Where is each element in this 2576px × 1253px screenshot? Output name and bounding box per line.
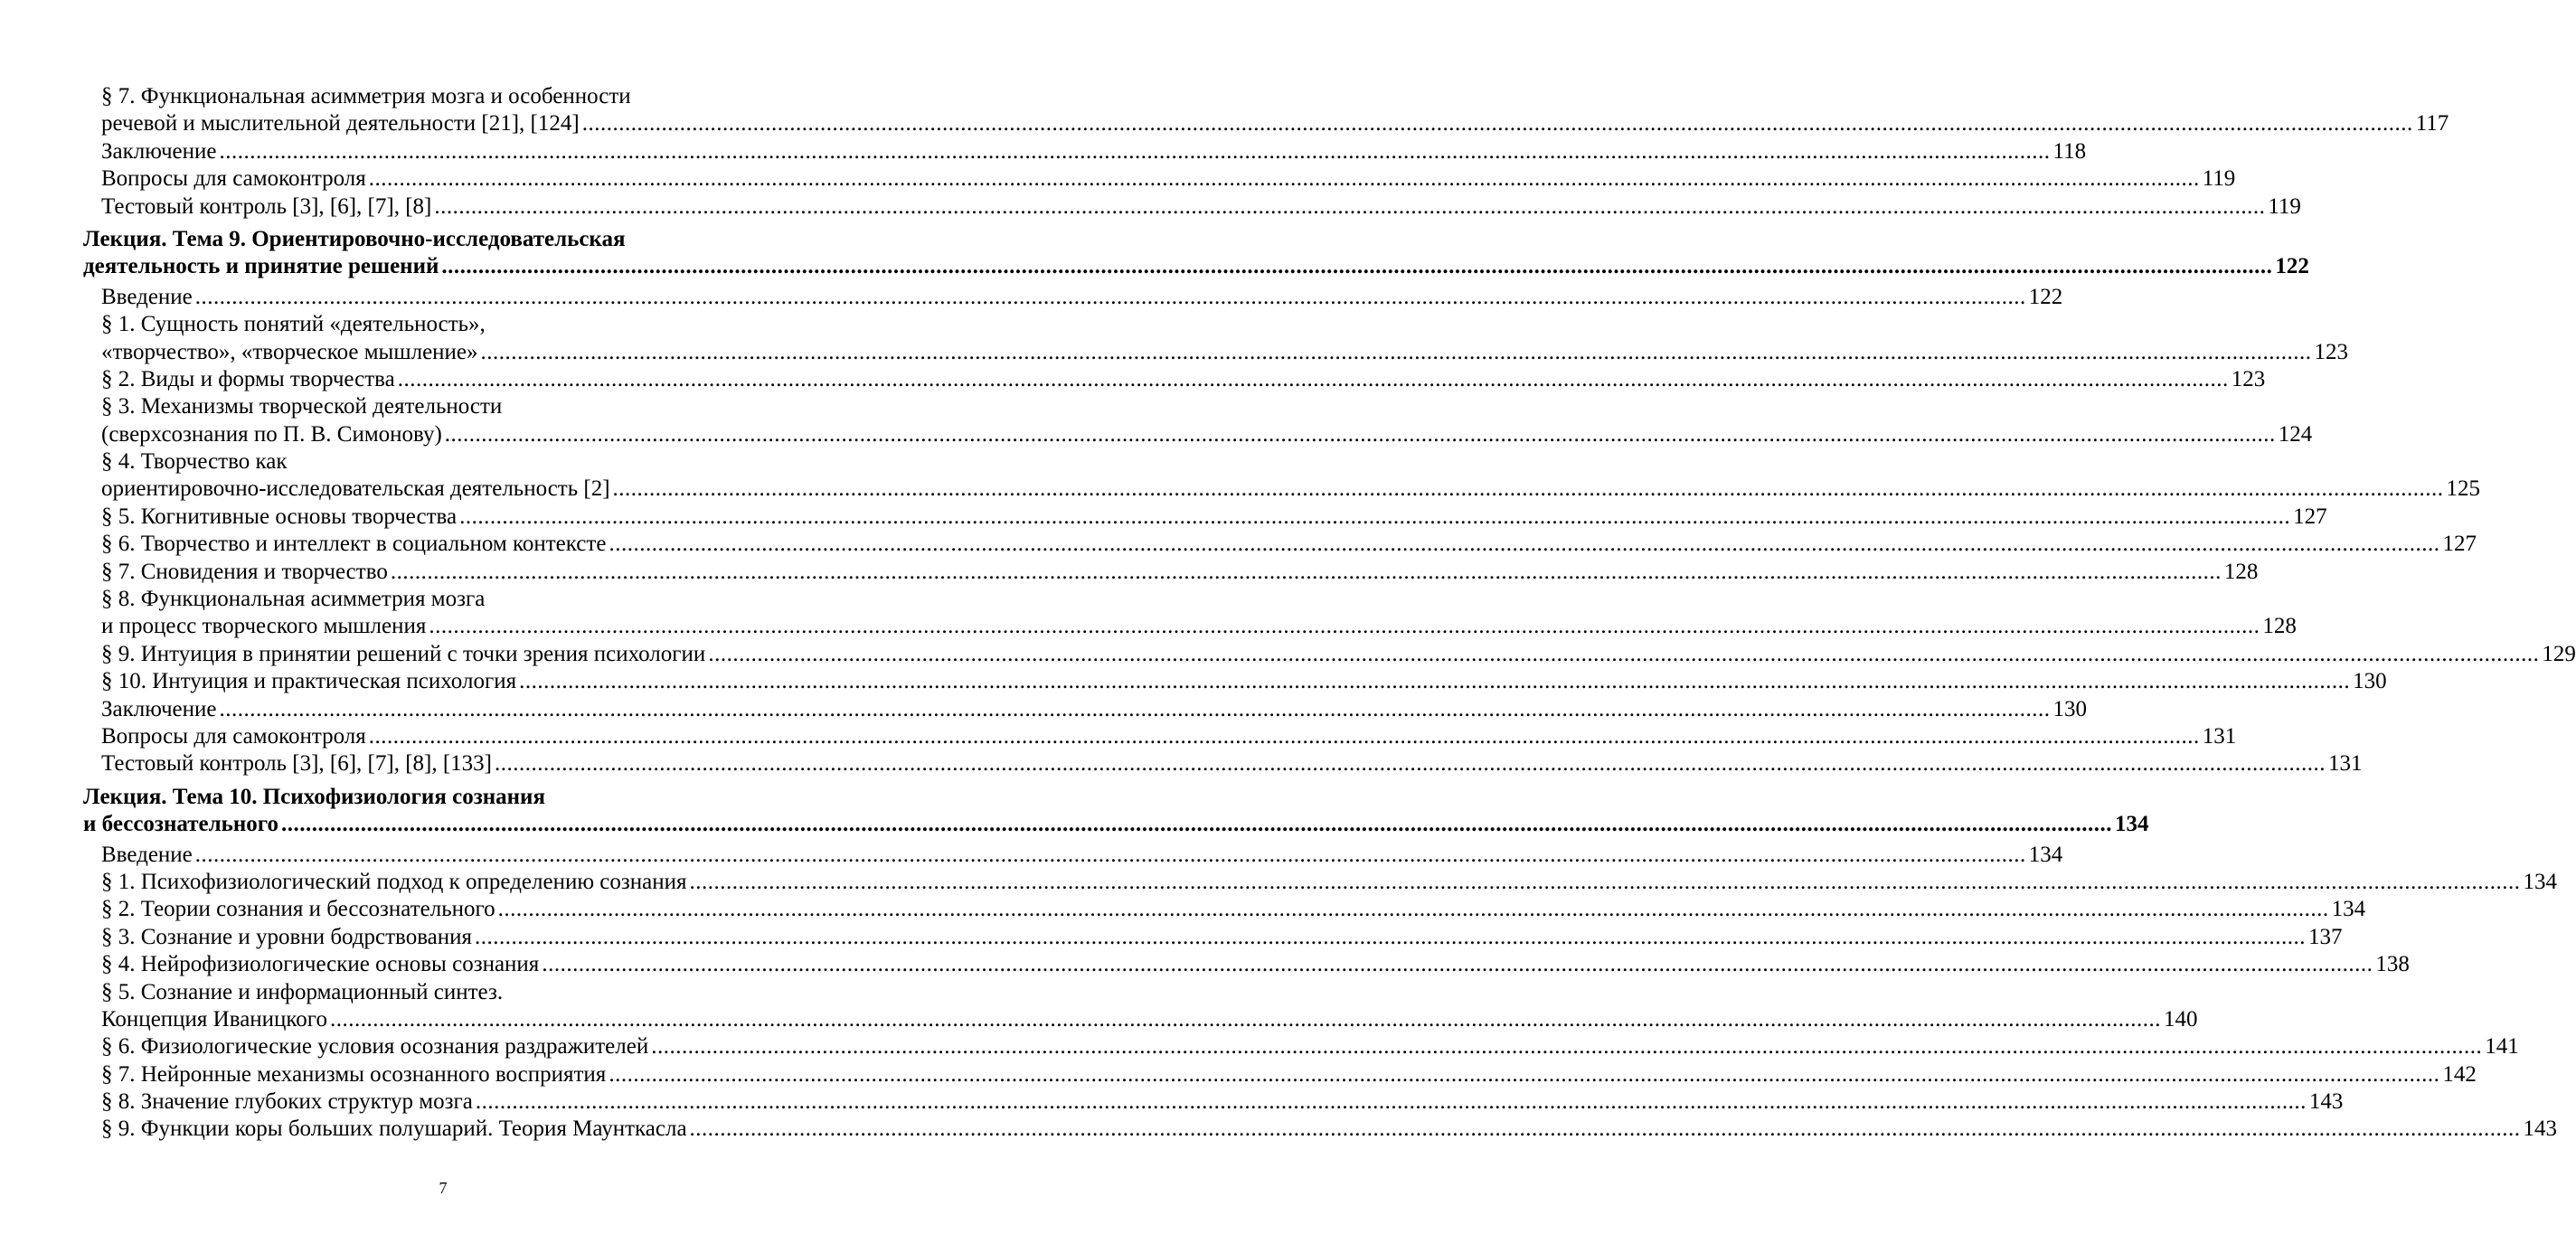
- toc-line: [83, 226, 801, 253]
- toc-page-number: 134: [2523, 869, 2557, 894]
- toc-line: [83, 641, 2576, 668]
- toc-entry-title: Заключение: [101, 138, 217, 164]
- toc-lecture-heading: [83, 226, 2309, 281]
- toc-line: [83, 504, 2327, 531]
- toc-page-number: 137: [2308, 924, 2343, 949]
- toc-entry: [83, 869, 2557, 896]
- toc-entry-title: § 8. Значение глубоких структур мозга: [101, 1089, 473, 1115]
- toc-line: [83, 696, 2087, 723]
- toc-entry-title: § 2. Виды и формы творчества: [101, 366, 395, 391]
- toc-page-number: 124: [2278, 421, 2313, 447]
- toc-entry: [83, 979, 2198, 1034]
- toc-entry: [83, 1061, 2477, 1088]
- toc-page-number: 130: [2353, 669, 2387, 694]
- toc-line: [83, 586, 801, 613]
- toc-line: [83, 1033, 2519, 1060]
- toc-page-number: 142: [2442, 1061, 2477, 1087]
- toc-entry-title: Вопросы для самоконтроля: [101, 166, 366, 192]
- toc-entry-title: Тестовый контроль [3], [6], [7], [8]: [101, 193, 432, 219]
- toc-entry-title: § 4. Нейрофизиологические основы сознания: [101, 952, 540, 977]
- dot-leader: ............................................................................................................................................................................................................................................................................................................: [459, 504, 2291, 529]
- toc-line: [83, 559, 2259, 586]
- toc-entry: [83, 83, 2449, 138]
- toc-line: [83, 284, 2063, 311]
- toc-entry-title: § 7. Нейронные механизмы осознанного восприятия: [101, 1061, 607, 1087]
- toc-page-number: 119: [2268, 193, 2301, 219]
- toc-line: [83, 784, 801, 811]
- toc-entry: [83, 842, 2063, 869]
- toc-line: [83, 253, 2309, 280]
- toc-entry-title: § 6. Физиологические условия осознания раздражителей: [101, 1034, 649, 1060]
- toc-entry: [83, 311, 2349, 366]
- dot-leader: ............................................................................................................................................................................................................................................................................................................: [519, 669, 2351, 694]
- toc-page-number: 141: [2485, 1034, 2519, 1060]
- toc-entry: [83, 586, 2297, 641]
- toc-entry-title: § 8. Функциональная асимметрия мозга: [101, 587, 486, 612]
- toc-entry-title: деятельность и принятие решений: [83, 254, 439, 279]
- dot-leader: ............................................................................................................................................................................................................................................................................................................: [475, 1089, 2307, 1115]
- toc-entry-title: § 1. Психофизиологический подход к определению сознания: [101, 869, 687, 894]
- toc-page-number: 134: [2028, 842, 2063, 867]
- toc-page-number: 128: [2262, 614, 2297, 639]
- toc-entry-title: § 5. Когнитивные основы творчества: [101, 504, 458, 529]
- dot-leader: ............................................................................................................................................................................................................................................................................................................: [581, 111, 2413, 137]
- toc-entry: [83, 668, 2387, 695]
- toc-page-number: 119: [2202, 166, 2236, 192]
- toc-entry-title: и бессознательного: [83, 812, 278, 837]
- toc-line: [83, 811, 2149, 838]
- toc-entry-title: (сверхсознания по П. В. Симонову): [101, 421, 442, 447]
- toc-entry: [83, 504, 2327, 531]
- dot-leader: ............................................................................................................................................................................................................................................................................................................: [689, 1116, 2521, 1142]
- toc-page-number: 122: [2275, 254, 2309, 279]
- toc-line: [83, 165, 2236, 193]
- toc-entry-title: § 9. Функции коры больших полушарий. Теория Маунткасла: [101, 1116, 687, 1142]
- toc-entry-title: § 10. Интуиция и практическая психология: [101, 669, 517, 694]
- toc-line: [83, 1006, 2198, 1033]
- toc-entry-title: ориентировочно-исследовательская деятельность [2]: [101, 476, 610, 502]
- dot-leader: ............................................................................................................................................................................................................................................................................................................: [444, 421, 2276, 447]
- dot-leader: ............................................................................................................................................................................................................................................................................................................: [689, 869, 2521, 894]
- toc-page-number: 138: [2375, 952, 2410, 977]
- toc-entry: [83, 896, 2366, 923]
- toc-line: [83, 193, 2301, 221]
- dot-leader: ............................................................................................................................................................................................................................................................................................................: [194, 284, 2026, 309]
- toc-page-number: 143: [2308, 1089, 2344, 1115]
- dot-leader: ............................................................................................................................................................................................................................................................................................................: [497, 897, 2329, 922]
- dot-leader: ............................................................................................................................................................................................................................................................................................................: [612, 476, 2444, 502]
- toc-page-number: 131: [2328, 751, 2363, 777]
- toc-entry-title: § 4. Творчество как: [101, 449, 288, 475]
- page-number: 7: [439, 1179, 448, 1197]
- toc-entry-title: Лекция. Тема 9. Ориентировочно-исследовательская: [83, 226, 626, 251]
- dot-leader: ............................................................................................................................................................................................................................................................................................................: [329, 1006, 2161, 1032]
- toc-page-number: 118: [2052, 138, 2087, 164]
- dot-leader: ............................................................................................................................................................................................................................................................................................................: [708, 641, 2540, 666]
- toc-entry-title: и процесс творческого мышления: [101, 614, 427, 639]
- toc-line: [83, 476, 2481, 503]
- toc-entry: [83, 723, 2237, 750]
- toc-page-number: 131: [2202, 723, 2237, 749]
- toc-line: [83, 750, 2363, 777]
- toc-entry-title: Концепция Иваницкого: [101, 1006, 327, 1032]
- toc-line: [83, 393, 801, 420]
- toc-page-number: 134: [2114, 812, 2149, 837]
- toc-entry: [83, 193, 2301, 221]
- toc-page-number: 130: [2052, 696, 2087, 721]
- toc-entry: [83, 924, 2343, 951]
- toc-line: [83, 1116, 2558, 1143]
- dot-leader: ............................................................................................................................................................................................................................................................................................................: [441, 254, 2273, 279]
- dot-leader: ............................................................................................................................................................................................................................................................................................................: [434, 193, 2266, 219]
- toc-entry: [83, 165, 2236, 193]
- toc-entry: [83, 138, 2087, 165]
- toc-line: [83, 951, 2410, 978]
- toc-page-number: 117: [2415, 111, 2449, 137]
- toc-page-number: 134: [2331, 897, 2366, 922]
- toc-entry-title: § 3. Механизмы творческой деятельности: [101, 394, 503, 419]
- toc-entry: [83, 641, 2576, 668]
- dot-leader: ............................................................................................................................................................................................................................................................................................................: [390, 559, 2222, 584]
- toc-line: [83, 869, 2557, 896]
- toc-entry: [83, 366, 2266, 393]
- dot-leader: ............................................................................................................................................................................................................................................................................................................: [609, 532, 2440, 557]
- toc-line: [83, 723, 2237, 750]
- toc-entry-title: Введение: [101, 842, 193, 867]
- dot-leader: ............................................................................................................................................................................................................................................................................................................: [480, 339, 2312, 364]
- toc-line: [83, 531, 2477, 558]
- toc-line: [83, 138, 2087, 165]
- toc-page-number: 123: [2231, 366, 2266, 391]
- toc-entry-title: Лекция. Тема 10. Психофизиология сознания: [83, 784, 545, 809]
- toc-page-number: 127: [2442, 532, 2477, 557]
- toc-entry-title: § 7. Функциональная асимметрия мозга и особенности: [101, 84, 631, 108]
- toc-line: [83, 339, 2349, 366]
- toc-line: [83, 842, 2063, 869]
- dot-leader: ............................................................................................................................................................................................................................................................................................................: [495, 751, 2326, 777]
- toc-line: [83, 1088, 2344, 1116]
- toc-entry-title: «творчество», «творческое мышление»: [101, 339, 478, 364]
- toc-line: [83, 613, 2297, 640]
- toc-line: [83, 1061, 2477, 1088]
- dot-leader: ............................................................................................................................................................................................................................................................................................................: [609, 1061, 2440, 1087]
- toc-line: [83, 83, 801, 110]
- toc-line: [83, 311, 801, 338]
- toc-page-number: 140: [2163, 1006, 2198, 1032]
- dot-leader: ............................................................................................................................................................................................................................................................................................................: [651, 1034, 2483, 1060]
- toc-line: [83, 421, 2313, 448]
- toc-lecture-heading: [83, 784, 2149, 839]
- toc-line: [83, 979, 801, 1006]
- table-of-contents: [83, 83, 2576, 1144]
- toc-entry-title: § 6. Творчество и интеллект в социальном контексте: [101, 532, 607, 557]
- toc-line: [83, 448, 801, 476]
- toc-entry: [83, 1033, 2519, 1060]
- toc-entry-title: § 7. Сновидения и творчество: [101, 559, 388, 584]
- toc-entry: [83, 951, 2410, 978]
- dot-leader: ............................................................................................................................................................................................................................................................................................................: [280, 812, 2112, 837]
- toc-entry: [83, 1088, 2344, 1116]
- toc-line: [83, 668, 2387, 695]
- toc-page-number: 123: [2314, 339, 2349, 364]
- dot-leader: ............................................................................................................................................................................................................................................................................................................: [368, 166, 2200, 192]
- dot-leader: ............................................................................................................................................................................................................................................................................................................: [219, 696, 2051, 721]
- toc-entry: [83, 448, 2481, 504]
- toc-page-number: 128: [2223, 559, 2259, 584]
- toc-entry-title: Заключение: [101, 696, 217, 721]
- dot-leader: ............................................................................................................................................................................................................................................................................................................: [194, 842, 2026, 867]
- toc-line: [83, 896, 2366, 923]
- toc-entry-title: § 2. Теории сознания и бессознательного: [101, 897, 495, 922]
- dot-leader: ............................................................................................................................................................................................................................................................................................................: [368, 723, 2200, 749]
- dot-leader: ............................................................................................................................................................................................................................................................................................................: [397, 366, 2229, 391]
- dot-leader: ............................................................................................................................................................................................................................................................................................................: [542, 952, 2373, 977]
- toc-entry-title: Введение: [101, 284, 193, 309]
- toc-page-number: 127: [2293, 504, 2327, 529]
- dot-leader: ............................................................................................................................................................................................................................................................................................................: [429, 614, 2260, 639]
- toc-line: [83, 924, 2343, 951]
- toc-entry: [83, 559, 2259, 586]
- toc-entry: [83, 696, 2087, 723]
- dot-leader: ............................................................................................................................................................................................................................................................................................................: [475, 924, 2307, 949]
- toc-page-number: 122: [2028, 284, 2063, 309]
- toc-entry: [83, 1116, 2558, 1143]
- toc-entry-title: Тестовый контроль [3], [6], [7], [8], [133]: [101, 751, 492, 777]
- toc-page-number: 143: [2523, 1116, 2558, 1142]
- toc-line: [83, 366, 2266, 393]
- toc-entry: [83, 750, 2363, 777]
- toc-line: [83, 110, 2449, 137]
- dot-leader: ............................................................................................................................................................................................................................................................................................................: [219, 138, 2051, 164]
- toc-entry-title: § 3. Сознание и уровни бодрствования: [101, 924, 473, 949]
- toc-entry-title: § 1. Сущность понятий «деятельность»,: [101, 312, 486, 337]
- toc-entry: [83, 284, 2063, 311]
- toc-entry-title: Вопросы для самоконтроля: [101, 723, 366, 749]
- toc-page-number: 125: [2446, 476, 2481, 502]
- toc-entry-title: § 9. Интуиция в принятии решений с точки зрения психологии: [101, 641, 706, 666]
- toc-entry: [83, 393, 2313, 448]
- toc-entry-title: § 5. Сознание и информационный синтез.: [101, 979, 504, 1004]
- toc-entry-title: речевой и мыслительной деятельности [21], [124]: [101, 111, 580, 137]
- toc-entry: [83, 531, 2477, 558]
- toc-page-number: 129: [2542, 641, 2576, 666]
